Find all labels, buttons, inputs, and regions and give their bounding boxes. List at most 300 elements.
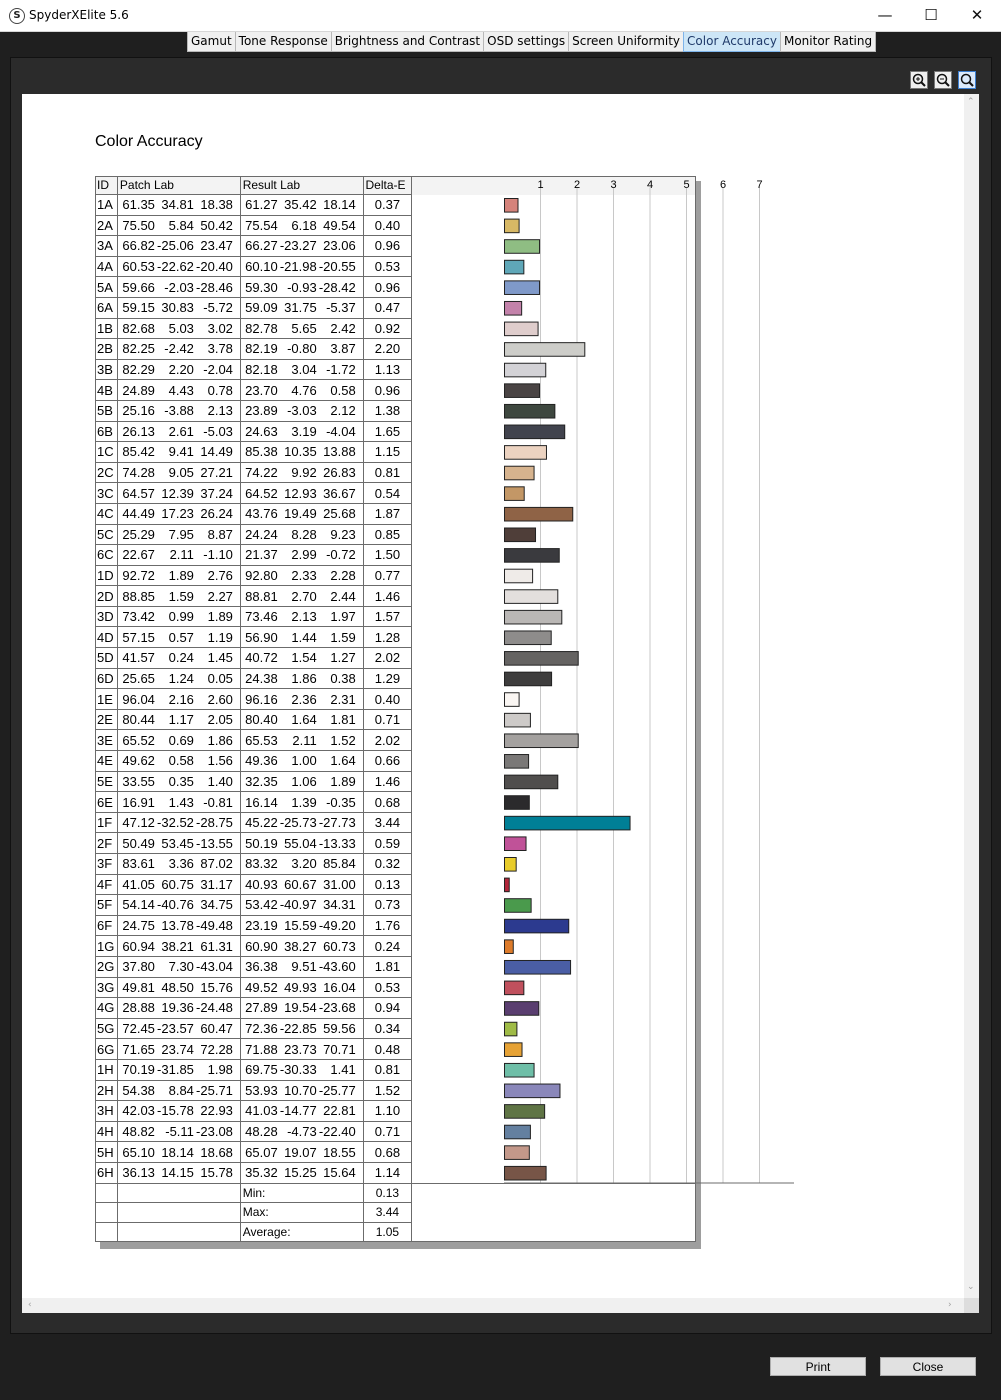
patch-lab-b: 23.47 [200,238,233,254]
result-lab-cell [240,1142,363,1163]
patch-id: 3G [96,977,118,998]
summary-blank [96,1203,118,1223]
zoom-out-icon[interactable] [934,71,952,89]
delta-e-value: 1.29 [363,668,412,689]
delta-e-bar-3A [505,240,540,254]
result-lab-cell [240,1080,363,1101]
delta-e-bar-5G [505,1022,517,1036]
tab-screen-uniformity[interactable]: Screen Uniformity [568,32,684,52]
result-lab-cell [240,709,363,730]
result-lab-cell [240,854,363,875]
result-lab-b: -49.20 [318,918,356,934]
patch-lab-l: 37.80 [122,959,155,975]
scroll-down-icon[interactable]: ⌄ [967,1282,975,1292]
patch-lab-l: 48.82 [122,1124,155,1140]
header-delta-e: Delta-E [363,177,412,195]
zoom-in-icon[interactable] [910,71,928,89]
patch-lab-b: 87.02 [200,856,233,872]
result-lab-l: 74.22 [245,465,278,481]
patch-lab-b: 34.75 [200,897,233,913]
patch-lab-a: 7.95 [168,526,194,542]
patch-lab-cell [117,1162,240,1183]
patch-id: 1B [96,318,118,339]
result-lab-cell [240,1121,363,1142]
delta-e-bar-3C [505,487,525,501]
result-lab-a: 60.67 [284,876,317,892]
delta-e-value: 0.68 [363,792,412,813]
patch-lab-l: 54.14 [122,897,155,913]
scroll-corner [964,1298,979,1313]
delta-e-bar-3D [505,610,562,624]
patch-lab-cell [117,874,240,895]
patch-lab-b: 26.24 [200,506,233,522]
title-bar [0,0,1001,32]
delta-e-bar-1E [505,693,520,707]
result-lab-b: 1.27 [330,650,356,666]
result-lab-l: 66.27 [245,238,278,254]
patch-lab-cell [117,895,240,916]
patch-lab-cell [117,1039,240,1060]
patch-lab-l: 25.65 [122,670,155,686]
result-lab-b: 60.73 [323,938,356,954]
delta-e-bar-4F [505,878,510,892]
result-lab-cell [240,689,363,710]
patch-lab-l: 16.91 [122,794,155,810]
result-lab-a: -25.73 [279,815,317,831]
result-lab-l: 16.14 [245,794,278,810]
patch-lab-a: -25.06 [157,238,194,254]
patch-lab-cell [117,606,240,627]
minimize-button[interactable]: — [877,6,893,24]
result-lab-l: 36.38 [245,959,278,975]
result-lab-a: 35.42 [284,197,317,213]
delta-e-value: 1.15 [363,442,412,463]
tick-label: 3 [610,179,617,191]
delta-e-bar-1C [505,446,547,460]
result-lab-a: 55.04 [284,835,317,851]
tick-label: 7 [756,179,763,191]
header-id: ID [96,177,118,195]
result-lab-l: 82.19 [245,341,278,357]
patch-lab-cell [117,421,240,442]
result-lab-l: 96.16 [245,691,278,707]
delta-e-value: 1.46 [363,771,412,792]
delta-e-value: 0.54 [363,483,412,504]
patch-lab-b: -23.08 [196,1124,233,1140]
tab-brightness-and-contrast[interactable]: Brightness and Contrast [331,32,484,52]
result-lab-a: 2.70 [291,588,317,604]
patch-lab-l: 49.81 [122,979,155,995]
scroll-up-icon[interactable]: ⌃ [967,97,975,107]
horizontal-scrollbar[interactable] [22,1298,964,1313]
patch-lab-b: 1.86 [207,732,233,748]
result-lab-a: 23.73 [284,1041,317,1057]
patch-id: 3F [96,854,118,875]
patch-lab-cell [117,998,240,1019]
result-lab-cell [240,895,363,916]
result-lab-b: 1.41 [330,1062,356,1078]
patch-lab-a: 19.36 [161,1000,194,1016]
delta-e-bar-6G [505,1043,523,1057]
patch-lab-l: 61.35 [122,197,155,213]
tab-osd-settings[interactable]: OSD settings [483,32,569,52]
patch-id: 5B [96,400,118,421]
patch-lab-a: 4.43 [168,382,194,398]
delta-e-value: 1.87 [363,503,412,524]
patch-lab-l: 25.16 [122,403,155,419]
result-lab-cell [240,606,363,627]
patch-lab-l: 49.62 [122,753,155,769]
patch-lab-b: 60.47 [200,1021,233,1037]
patch-lab-cell [117,256,240,277]
result-lab-cell [240,1101,363,1122]
patch-lab-a: -2.42 [164,341,194,357]
patch-id: 4H [96,1121,118,1142]
patch-lab-l: 59.66 [122,279,155,295]
patch-lab-b: -5.03 [203,423,233,439]
result-lab-b: 13.88 [323,444,356,460]
result-lab-b: 22.81 [323,1103,356,1119]
patch-id: 2B [96,339,118,360]
patch-lab-b: -5.72 [203,300,233,316]
result-lab-l: 88.81 [245,588,278,604]
color-accuracy-chart [95,176,763,1244]
result-lab-b: -4.04 [326,423,356,439]
patch-lab-b: -49.48 [196,918,233,934]
patch-lab-cell [117,339,240,360]
result-lab-a: 3.20 [291,856,317,872]
delta-e-bar-2D [505,590,558,604]
delta-e-value: 0.53 [363,977,412,998]
result-lab-l: 53.42 [245,897,278,913]
result-lab-a: -4.73 [287,1124,317,1140]
result-lab-l: 21.37 [245,547,278,563]
patch-lab-l: 85.42 [122,444,155,460]
patch-lab-a: 23.74 [161,1041,194,1057]
patch-lab-cell [117,709,240,730]
delta-e-bar-3F [505,858,517,872]
delta-e-bar-3G [505,981,524,995]
patch-lab-a: 1.43 [168,794,194,810]
patch-id: 2A [96,215,118,236]
patch-lab-b: 8.87 [207,526,233,542]
patch-id: 5F [96,895,118,916]
patch-lab-cell [117,751,240,772]
result-lab-a: 3.19 [291,423,317,439]
delta-e-bar-4G [505,1002,539,1016]
result-lab-a: 1.54 [291,650,317,666]
print-button[interactable]: Print [770,1357,866,1376]
patch-id: 3H [96,1101,118,1122]
result-lab-a: 2.11 [292,732,317,748]
patch-lab-a: 1.24 [168,670,194,686]
patch-lab-b: -20.40 [196,259,233,275]
patch-id: 1A [96,195,118,216]
patch-lab-b: 0.78 [207,382,233,398]
delta-e-value: 0.81 [363,462,412,483]
result-lab-cell [240,256,363,277]
scroll-right-icon[interactable]: › [948,1300,952,1310]
patch-lab-l: 82.68 [122,320,155,336]
result-lab-a: 12.93 [284,485,317,501]
patch-lab-b: 2.05 [207,712,233,728]
patch-id: 3C [96,483,118,504]
patch-id: 1G [96,936,118,957]
result-lab-b: -28.42 [318,279,356,295]
patch-lab-l: 74.28 [122,465,155,481]
summary-value: 0.13 [363,1183,412,1203]
result-lab-a: -21.98 [279,259,317,275]
tab-gamut[interactable]: Gamut [187,32,236,52]
delta-e-value: 1.38 [363,400,412,421]
result-lab-cell [240,1059,363,1080]
patch-lab-b: -28.46 [196,279,233,295]
patch-lab-b: 1.45 [207,650,233,666]
result-lab-cell [240,442,363,463]
summary-blank [117,1183,240,1203]
result-lab-b: -22.40 [318,1124,356,1140]
delta-e-value: 0.40 [363,689,412,710]
patch-lab-cell [117,1018,240,1039]
delta-e-value: 1.46 [363,586,412,607]
tab-strip [187,32,875,52]
patch-lab-a: 17.23 [161,506,194,522]
patch-lab-l: 42.03 [122,1103,155,1119]
patch-lab-cell [117,956,240,977]
patch-lab-cell [117,318,240,339]
delta-e-bar-4A [505,260,524,274]
delta-e-value: 1.81 [363,956,412,977]
patch-lab-cell [117,689,240,710]
delta-e-bar-1D [505,569,533,583]
vertical-scrollbar[interactable] [964,94,979,1298]
tab-color-accuracy[interactable]: Color Accuracy [683,32,781,52]
delta-e-bar-4D [505,631,552,645]
patch-lab-a: 14.15 [161,1165,194,1181]
zoom-fit-icon[interactable] [958,71,976,89]
patch-id: 1D [96,565,118,586]
result-lab-cell [240,833,363,854]
result-lab-b: 85.84 [323,856,356,872]
patch-lab-cell [117,359,240,380]
result-lab-cell [240,195,363,216]
delta-e-bar-4H [505,1125,531,1139]
result-lab-l: 82.78 [245,320,278,336]
patch-lab-b: 15.76 [200,979,233,995]
patch-lab-l: 83.61 [122,856,155,872]
result-lab-b: -1.72 [326,362,356,378]
patch-lab-a: 1.59 [168,588,194,604]
delta-e-value: 0.48 [363,1039,412,1060]
patch-id: 6E [96,792,118,813]
delta-e-bar-2G [505,960,571,974]
patch-id: 2G [96,956,118,977]
result-lab-b: 1.52 [330,732,356,748]
patch-id: 3D [96,606,118,627]
delta-e-value: 0.53 [363,256,412,277]
patch-lab-l: 41.57 [122,650,155,666]
delta-e-bar-5D [505,652,579,666]
close-button[interactable]: Close [880,1357,976,1376]
result-lab-a: 9.51 [291,959,317,975]
result-lab-a: 1.44 [291,629,317,645]
tick-label: 1 [537,179,544,191]
patch-id: 5G [96,1018,118,1039]
delta-e-value: 0.81 [363,1059,412,1080]
patch-id: 6G [96,1039,118,1060]
result-lab-l: 49.36 [245,753,278,769]
patch-lab-l: 44.49 [122,506,155,522]
patch-lab-l: 65.10 [122,1144,155,1160]
patch-lab-a: 48.50 [161,979,194,995]
tab-tone-response[interactable]: Tone Response [235,32,332,52]
result-lab-l: 75.54 [245,217,278,233]
result-lab-a: -0.80 [287,341,317,357]
patch-lab-cell [117,565,240,586]
result-lab-b: 2.42 [330,320,356,336]
delta-e-value: 0.71 [363,1121,412,1142]
result-lab-l: 32.35 [245,773,278,789]
delta-e-value: 1.14 [363,1162,412,1183]
close-window-button[interactable]: ✕ [970,6,984,24]
result-lab-a: -14.77 [279,1103,317,1119]
delta-e-value: 1.50 [363,545,412,566]
result-lab-cell [240,668,363,689]
result-lab-a: 2.13 [291,609,317,625]
patch-lab-l: 41.05 [122,876,155,892]
result-lab-cell [240,998,363,1019]
patch-lab-a: 0.99 [168,609,194,625]
patch-lab-b: -43.04 [196,959,233,975]
result-lab-a: 15.25 [284,1165,317,1181]
result-lab-a: 9.92 [291,465,317,481]
patch-lab-a: 2.61 [168,423,194,439]
patch-lab-a: -15.78 [157,1103,194,1119]
header-result-lab: Result Lab [240,177,363,195]
delta-e-value: 1.28 [363,627,412,648]
result-lab-a: 3.04 [291,362,317,378]
summary-label: Max: [240,1203,363,1223]
patch-id: 4G [96,998,118,1019]
result-lab-a: 10.35 [284,444,317,460]
patch-lab-b: -13.55 [196,835,233,851]
delta-e-value: 3.44 [363,812,412,833]
maximize-button[interactable]: ☐ [924,6,938,24]
result-lab-a: 15.59 [284,918,317,934]
patch-lab-b: 1.56 [207,753,233,769]
patch-lab-l: 33.55 [122,773,155,789]
delta-e-value: 0.73 [363,895,412,916]
patch-lab-l: 54.38 [122,1082,155,1098]
result-lab-cell [240,503,363,524]
delta-e-bar-3E [505,734,579,748]
patch-id: 5C [96,524,118,545]
result-lab-l: 49.52 [245,979,278,995]
delta-e-value: 0.13 [363,874,412,895]
result-lab-b: 70.71 [323,1041,356,1057]
result-lab-l: 59.09 [245,300,278,316]
delta-e-bar-6F [505,919,569,933]
result-lab-cell [240,1039,363,1060]
delta-e-bar-4E [505,755,529,769]
delta-e-bar-1H [505,1063,535,1077]
patch-id: 1H [96,1059,118,1080]
result-lab-l: 83.32 [245,856,278,872]
patch-lab-cell [117,648,240,669]
patch-lab-b: 61.31 [200,938,233,954]
result-lab-b: 1.64 [330,753,356,769]
delta-e-bar-2B [505,343,585,357]
patch-lab-l: 88.85 [122,588,155,604]
patch-lab-l: 25.29 [122,526,155,542]
result-lab-cell [240,297,363,318]
result-lab-cell [240,421,363,442]
patch-lab-a: 0.57 [168,629,194,645]
result-lab-b: 0.58 [330,382,356,398]
patch-lab-cell [117,503,240,524]
result-lab-b: 34.31 [323,897,356,913]
result-lab-b: -27.73 [318,815,356,831]
result-lab-a: -3.03 [287,403,317,419]
patch-id: 5A [96,277,118,298]
patch-lab-b: 3.02 [207,320,233,336]
patch-id: 2F [96,833,118,854]
delta-e-value: 1.57 [363,606,412,627]
result-lab-b: 2.28 [330,567,356,583]
patch-lab-l: 28.88 [122,1000,155,1016]
patch-lab-cell [117,442,240,463]
result-lab-cell [240,730,363,751]
result-lab-a: 31.75 [284,300,317,316]
scroll-left-icon[interactable]: ‹ [28,1300,32,1310]
patch-lab-cell [117,730,240,751]
patch-lab-cell [117,915,240,936]
result-lab-a: 1.64 [291,712,317,728]
result-lab-a: -40.97 [279,897,317,913]
patch-lab-a: -31.85 [157,1062,194,1078]
result-lab-a: 2.99 [291,547,317,563]
patch-lab-a: 2.11 [169,547,194,563]
tick-label: 2 [573,179,581,191]
result-lab-b: 0.38 [330,670,356,686]
result-lab-l: 27.89 [245,1000,278,1016]
result-lab-cell [240,400,363,421]
patch-lab-a: 5.84 [168,217,194,233]
summary-label: Min: [240,1183,363,1203]
delta-e-bar-5A [505,281,540,295]
result-lab-b: 59.56 [323,1021,356,1037]
delta-e-bar-6D [505,672,552,686]
patch-lab-b: -2.04 [203,362,233,378]
result-lab-b: 18.55 [323,1144,356,1160]
result-lab-cell [240,1162,363,1183]
result-lab-l: 45.22 [245,815,278,831]
result-lab-b: 16.04 [323,979,356,995]
result-lab-a: 1.00 [291,753,317,769]
result-lab-cell [240,359,363,380]
result-lab-cell [240,751,363,772]
result-lab-cell [240,874,363,895]
delta-e-value: 0.32 [363,854,412,875]
result-lab-b: -0.72 [326,547,356,563]
delta-e-bar-6E [505,796,530,810]
result-lab-a: 2.36 [291,691,317,707]
result-lab-cell [240,771,363,792]
tab-monitor-rating[interactable]: Monitor Rating [780,32,876,52]
result-lab-l: 71.88 [245,1041,278,1057]
result-lab-b: 36.67 [323,485,356,501]
delta-e-bar-6B [505,425,565,439]
